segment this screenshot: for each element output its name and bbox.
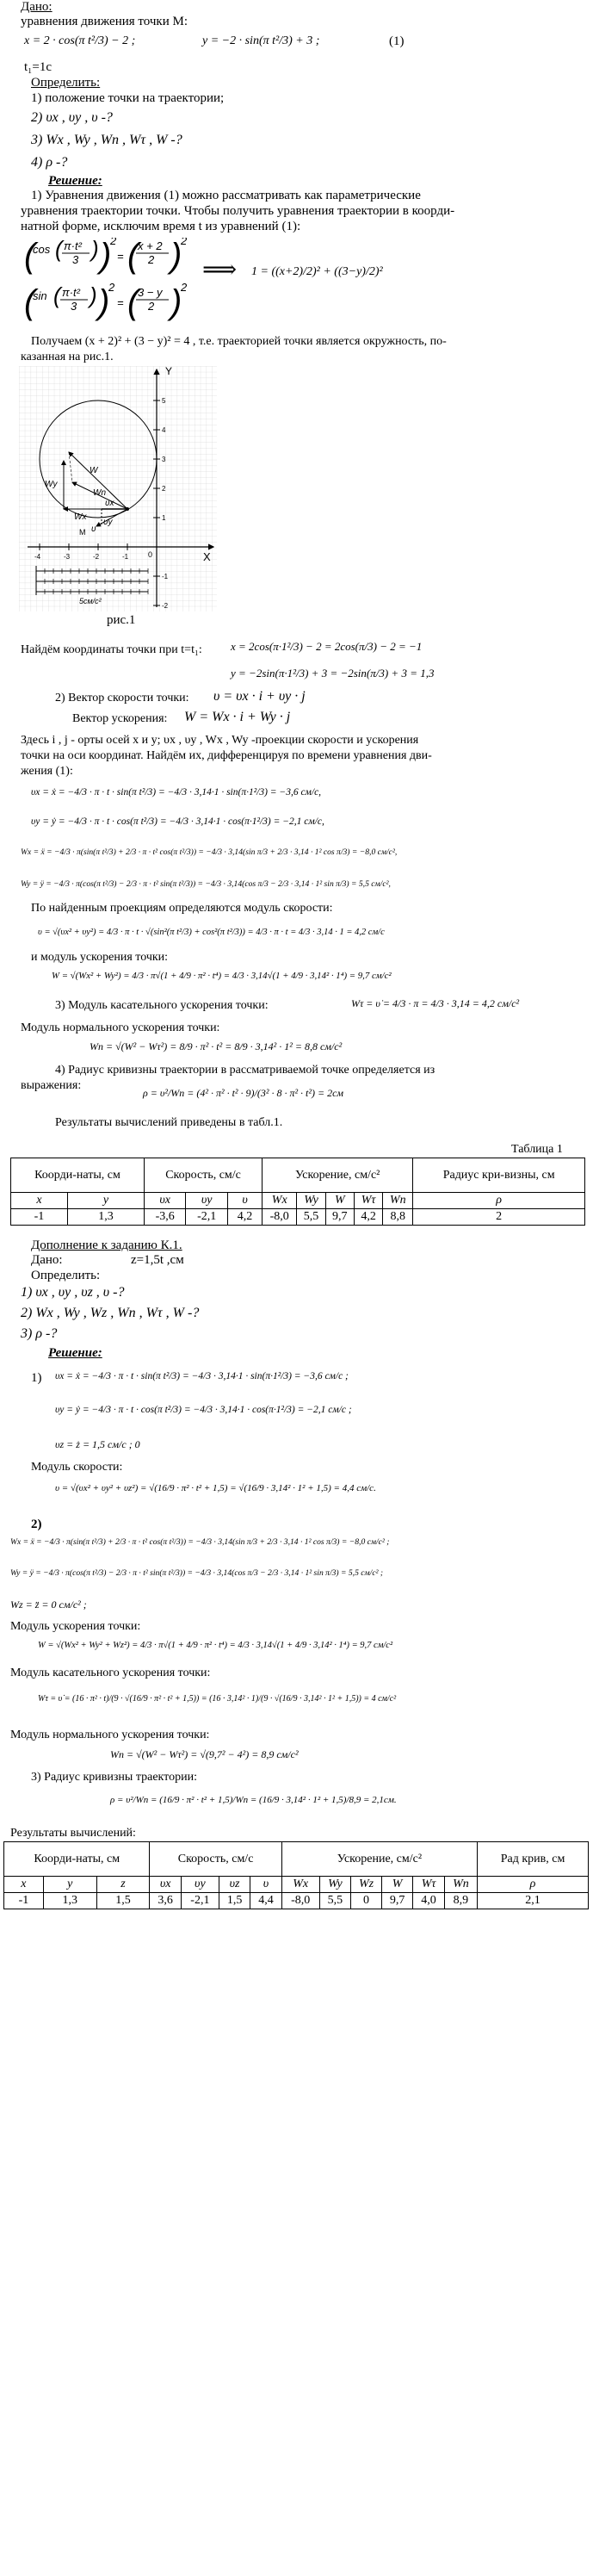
y-calc: y = −2sin(π·1²/3) + 3 = −2sin(π/3) + 3 = 1,3 (231, 667, 435, 680)
svg-text:cos: cos (33, 243, 51, 256)
here-line-1: Здесь i , j - орты осей x и y; υx , υy , Wx , Wy -проекции скорости и ускорения (21, 734, 419, 747)
x-tick-label: -3 (64, 553, 71, 561)
svg-text:=: = (117, 296, 124, 309)
table2-cell: 1,5 (96, 1893, 150, 1909)
here-line-3: жения (1): (21, 765, 73, 778)
solution-heading: Решение: (48, 174, 102, 188)
y-tick-label: 4 (162, 426, 166, 434)
y-axis-label: Y (165, 366, 173, 377)
radius-calc: ρ = υ²/Wn = (4² · π² · t² · 9)/(3² · 8 · π² · t²) = 2см (143, 1087, 344, 1099)
y-tick-label: 2 (162, 485, 166, 493)
tang-acc-label: 3) Модуль касательного ускорения точки: (55, 999, 269, 1012)
table2-col-header: Wτ (413, 1877, 444, 1893)
svg-text:): ) (91, 238, 99, 262)
addendum-n2: 2) (31, 1518, 42, 1531)
table1-cell: -8,0 (263, 1209, 297, 1226)
vx-label: υx (105, 499, 114, 508)
table1-cell: -1 (11, 1209, 68, 1226)
addendum-vx: υx = ẋ = −4/3 · π · t · sin(π t²/3) = −4/3 · 3,14·1 · sin(π·1²/3) = −3,6 см/с ; (55, 1371, 349, 1381)
table2-col-header: υx (150, 1877, 181, 1893)
table1-cell: 8,8 (383, 1209, 413, 1226)
addendum-speed-label: Модуль скорости: (31, 1461, 123, 1474)
table1-col-header: x (11, 1193, 68, 1209)
svg-text:=: = (117, 250, 124, 263)
svg-text:2: 2 (181, 238, 188, 247)
table2-cell: 4,4 (250, 1893, 281, 1909)
svg-text:(: ( (127, 238, 139, 275)
y-tick-label: -2 (162, 602, 169, 610)
y-tick-label: 5 (162, 397, 166, 405)
radius-line-1: 4) Радиус кривизны траектории в рассматриваемой точке определяется из (55, 1064, 435, 1077)
addendum-wy: Wy = ÿ = −4/3 · π(cos(π t²/3) − 2/3 · π · t² sin(π t²/3)) = −4/3 · 3,14(cos π/3 − 2/3 · 3,14 · 1² sin π/3) = 5,5 см/с² ; (10, 1568, 384, 1578)
svg-text:(: ( (24, 283, 36, 321)
radius-line-2: выражения: (21, 1079, 82, 1092)
v-label: υ (91, 525, 96, 534)
addendum-wx: Wx = ẍ = −4/3 · π(sin(π t²/3) + 2/3 · π · t² cos(π t²/3)) = −4/3 · 3,14(sin π/3 + 2/3 · 3,14 · 1² cos π/3) = −8,0 см/с² ; (10, 1537, 390, 1547)
x-tick-label: -4 (34, 553, 41, 561)
table1-h-coords: Коорди-наты, см (11, 1158, 145, 1193)
svg-text:x + 2: x + 2 (138, 239, 163, 252)
equation-number: (1) (389, 34, 405, 48)
table1-col-header: Wx (263, 1193, 297, 1209)
wx-label: Wx (74, 512, 87, 522)
equation-x: x = 2 · cos(π t²/3) − 2 ; (24, 34, 136, 47)
addendum-norm: Wn = √(W² − Wτ²) = √(9,7² − 4²) = 8,9 см/с² (110, 1748, 299, 1760)
addendum-acc-label: Модуль ускорения точки: (10, 1620, 141, 1633)
table2-col-header: υz (219, 1877, 250, 1893)
norm-acc-calc: Wn = √(W² − Wτ²) = 8/9 · π² · t² = 8/9 · 3,14² · 1² = 8,8 см/с² (90, 1040, 343, 1052)
norm-acc-label: Модуль нормального ускорения точки: (21, 1021, 220, 1034)
addendum-rad-label: 3) Радиус кривизны траектории: (31, 1771, 197, 1784)
trajectory-figure (19, 366, 217, 611)
table2-cell: -8,0 (281, 1893, 319, 1909)
equations-title: уравнения движения точки М: (21, 15, 188, 28)
vy-label: υy (103, 518, 113, 527)
table1-col-header: y (67, 1193, 144, 1209)
table1-cell: 4,2 (354, 1209, 382, 1226)
figure-caption: рис.1 (107, 613, 136, 627)
table2-h-acc: Ускорение, см/с² (281, 1842, 477, 1877)
origin-label: 0 (148, 550, 153, 559)
table1-cell: 1,3 (67, 1209, 144, 1226)
vx-calc: υx = ẋ = −4/3 · π · t · sin(π t²/3) = −4/3 · 3,14·1 · sin(π·1²/3) = −3,6 см/с, (31, 787, 322, 798)
addendum-vz: υz = ż = 1,5 см/с ; 0 (55, 1438, 140, 1450)
table1-cell: 2 (413, 1209, 585, 1226)
wy-label: Wy (45, 480, 58, 489)
addendum-q2: 2) Wx , Wy , Wz , Wn , Wτ , W -? (21, 1306, 200, 1320)
svg-text:2: 2 (148, 300, 155, 313)
table2-col-header: Wz (351, 1877, 382, 1893)
table1-col-header: υx (144, 1193, 186, 1209)
addendum-n1: 1) (31, 1371, 42, 1385)
table2-col-header: υ (250, 1877, 281, 1893)
table1-col-header: Wn (383, 1193, 413, 1209)
w-label: W (90, 466, 98, 475)
table1-col-header: υ (227, 1193, 262, 1209)
table1-cell: 4,2 (227, 1209, 262, 1226)
table2-cell: 3,6 (150, 1893, 181, 1909)
question-4: 4) ρ -? (31, 155, 68, 170)
x-axis-label: X (203, 550, 211, 563)
x-tick-label: -1 (122, 553, 129, 561)
addendum-z: z=1,5t ,см (131, 1253, 184, 1267)
table2-col-header: ρ (478, 1877, 589, 1893)
table2-col-header: z (96, 1877, 150, 1893)
svg-text:3: 3 (71, 300, 77, 313)
table2-cell: 4,0 (413, 1893, 444, 1909)
table2-col-header: y (43, 1877, 96, 1893)
acc-vector-eq: W = Wx · i + Wy · j (184, 710, 291, 724)
table2-cell: 5,5 (319, 1893, 350, 1909)
svg-text:3 − y: 3 − y (138, 286, 163, 299)
svg-text:2: 2 (148, 253, 155, 266)
trajectory-result-1: Получаем (x + 2)² + (3 − y)² = 4 , т.е. траекторией точки является окружность, по- (31, 335, 447, 348)
speed-calc: υ = √(υx² + υy²) = 4/3 · π · t · √(sin²(π t²/3) + cos²(π t²/3)) = 4/3 · π · t = 4/3 · 3,14 · 1 = 4,2 см/с (38, 928, 385, 937)
table2-col-header: x (4, 1877, 44, 1893)
table2-h-coords: Коорди-наты, см (4, 1842, 150, 1877)
svg-text:sin: sin (33, 289, 47, 302)
y-tick-label: -1 (162, 573, 169, 580)
question-2: 2) υx , υy , υ -? (31, 110, 113, 125)
addendum-determine: Определить: (31, 1269, 101, 1282)
svg-text:2: 2 (108, 281, 115, 294)
addendum-q1: 1) υx , υy , υz , υ -? (21, 1285, 125, 1300)
point-m-label: M (79, 528, 86, 537)
table1-cell: -3,6 (144, 1209, 186, 1226)
svg-text:π·t²: π·t² (64, 239, 82, 252)
vy-calc: υy = ẏ = −4/3 · π · t · cos(π t²/3) = −4/3 · 3,14·1 · cos(π·1²/3) = −2,1 см/с, (31, 816, 324, 827)
table2-h-speed: Скорость, см/с (150, 1842, 281, 1877)
y-tick-label: 1 (162, 514, 166, 522)
equation-y: y = −2 · sin(π t²/3) + 3 ; (202, 34, 320, 47)
addendum-results: Результаты вычислений: (10, 1827, 136, 1840)
svg-text:2: 2 (181, 281, 188, 294)
addendum-tang-label: Модуль касательного ускорения точки: (10, 1667, 211, 1679)
x-calc: x = 2cos(π·1²/3) − 2 = 2cos(π/3) − 2 = −1 (231, 640, 423, 653)
svg-text:(: ( (127, 283, 139, 321)
table2-cell: -2,1 (181, 1893, 219, 1909)
implies-arrow: ⟹ (202, 257, 238, 283)
addendum-rad: ρ = υ²/Wn = (16/9 · π² · t² + 1,5)/Wn = (16/9 · 3,14² · 1² + 1,5)/8,9 = 2,1см. (110, 1795, 397, 1805)
svg-text:(: ( (53, 282, 61, 308)
wn-label: Wn (93, 488, 106, 498)
acc-calc: W = √(Wx² + Wy²) = 4/3 · π√(1 + 4/9 · π² · t⁴) = 4/3 · 3,14√(1 + 4/9 · 3,14² · 1⁴) = 9,7 см/с² (52, 971, 392, 981)
table1 (10, 1158, 585, 1226)
velocity-vector-eq: υ = υx · i + υy · j (213, 689, 306, 704)
svg-text:): ) (100, 238, 112, 275)
solution-para-3: натной форме, исключим время t из уравнений (1): (21, 220, 301, 233)
addendum-speed: υ = √(υx² + υy² + υz²) = √(16/9 · π² · t² + 1,5) = √(16/9 · 3,14² · 1² + 1,5) = 4,4 см/с. (55, 1483, 376, 1493)
velocity-vector-label: 2) Вектор скорости точки: (55, 692, 189, 705)
scale-label: 5см/с² (79, 597, 102, 605)
table1-h-acc: Ускорение, см/с² (263, 1158, 413, 1193)
coords-intro: Найдём координаты точки при t=t₁: (21, 643, 202, 656)
table1-cell: 5,5 (297, 1209, 325, 1226)
results-note: Результаты вычислений приведены в табл.1. (55, 1116, 283, 1129)
table1-col-header: Wτ (354, 1193, 382, 1209)
svg-text:): ) (170, 283, 182, 321)
svg-text:2: 2 (110, 238, 117, 247)
question-3: 3) Wx , Wy , Wn , Wτ , W -? (31, 133, 182, 147)
addendum-wz: Wz = z̈ = 0 см/с² ; (10, 1598, 87, 1611)
addendum-given: Дано: (31, 1253, 63, 1267)
table2-cell: 9,7 (381, 1893, 412, 1909)
table2-cell: 0 (351, 1893, 382, 1909)
addendum-vy: υy = ẏ = −4/3 · π · t · cos(π t²/3) = −4/3 · 3,14·1 · cos(π·1²/3) = −2,1 см/с ; (55, 1405, 352, 1415)
tang-acc-calc: Wτ = υ̇ = 4/3 · π = 4/3 · 3,14 = 4,2 см/с² (351, 997, 520, 1009)
table2-cell: 2,1 (478, 1893, 589, 1909)
table2-col-header: Wn (444, 1877, 477, 1893)
wy-calc: Wy = ÿ = −4/3 · π(cos(π t²/3) − 2/3 · π · t² sin(π t²/3)) = −4/3 · 3,14(cos π/3 − 2/3 · 3,14 · 1² sin π/3) = 5,5 см/с², (21, 879, 391, 889)
table2-col-header: υy (181, 1877, 219, 1893)
addendum-tang: Wτ = υ̇ = (16 · π² · t)/(9 · √(16/9 · π² · t² + 1,5)) = (16 · 3,14² · 1)/(9 · √(16/9 · 3,14² · 1² + 1,5)) = 4 см/с² (38, 1694, 397, 1704)
time-given: t₁=1с (24, 60, 53, 74)
svg-text:π·t²: π·t² (62, 286, 80, 299)
table2-cell: 1,5 (219, 1893, 250, 1909)
addendum-title: Дополнение к заданию К.1. (31, 1238, 182, 1252)
table1-cell: -2,1 (186, 1209, 228, 1226)
addendum-q3: 3) ρ -? (21, 1326, 58, 1341)
addendum-acc: W = √(Wx² + Wy² + Wz²) = 4/3 · π√(1 + 4/9 · π² · t⁴) = 4/3 · 3,14√(1 + 4/9 · 3,14² · 1⁴) = 9,7 см/с² (38, 1641, 393, 1650)
svg-text:(: ( (55, 238, 63, 262)
table2-col-header: Wx (281, 1877, 319, 1893)
table1-col-header: W (325, 1193, 354, 1209)
table1-col-header: Wy (297, 1193, 325, 1209)
table1-h-speed: Скорость, см/с (144, 1158, 262, 1193)
trajectory-result-2: казанная на рис.1. (21, 351, 114, 363)
addendum-solution-heading: Решение: (48, 1346, 102, 1360)
table1-title: Таблица 1 (511, 1143, 563, 1156)
svg-text:): ) (170, 238, 182, 275)
trajectory-equation: 1 = ((x+2)/2)² + ((3−y)/2)² (251, 265, 383, 278)
trajectory-equations (21, 238, 382, 332)
question-1: 1) положение точки на траектории; (31, 91, 225, 105)
table2 (3, 1841, 589, 1909)
given-heading: Дано: (21, 0, 53, 14)
solution-para-2: уравнения траектории точки. Чтобы получить уравнения траектории в коорди- (21, 204, 455, 218)
svg-text:): ) (98, 283, 110, 321)
speed-intro: По найденным проекциям определяются модуль скорости: (31, 902, 333, 915)
table2-cell: 1,3 (43, 1893, 96, 1909)
table2-cell: 8,9 (444, 1893, 477, 1909)
y-tick-label: 3 (162, 456, 166, 463)
determine-heading: Определить: (31, 76, 101, 90)
table2-col-header: Wy (319, 1877, 350, 1893)
svg-text:): ) (90, 282, 97, 308)
table1-cell: 9,7 (325, 1209, 354, 1226)
table2-h-radius: Рад крив, см (478, 1842, 589, 1877)
table1-col-header: ρ (413, 1193, 585, 1209)
solution-para-1: 1) Уравнения движения (1) можно рассматривать как параметрические (31, 189, 421, 202)
svg-text:3: 3 (72, 253, 79, 266)
table2-cell: -1 (4, 1893, 44, 1909)
acc-intro: и модуль ускорения точки: (31, 951, 169, 964)
table2-col-header: W (381, 1877, 412, 1893)
table1-col-header: υy (186, 1193, 228, 1209)
addendum-norm-label: Модуль нормального ускорения точки: (10, 1729, 210, 1741)
table1-h-radius: Радиус кри-визны, см (413, 1158, 585, 1193)
wx-calc: Wx = ẍ = −4/3 · π(sin(π t²/3) + 2/3 · π · t² cos(π t²/3)) = −4/3 · 3,14(sin π/3 + 2/3 · 3,14 · 1² cos π/3) = −8,0 см/с², (21, 847, 398, 857)
svg-text:(: ( (24, 238, 36, 275)
acc-vector-label: Вектор ускорения: (72, 712, 168, 725)
here-line-2: точки на оси координат. Найдём их, дифференцируя по времени уравнения дви- (21, 749, 432, 762)
x-tick-label: -2 (93, 553, 100, 561)
